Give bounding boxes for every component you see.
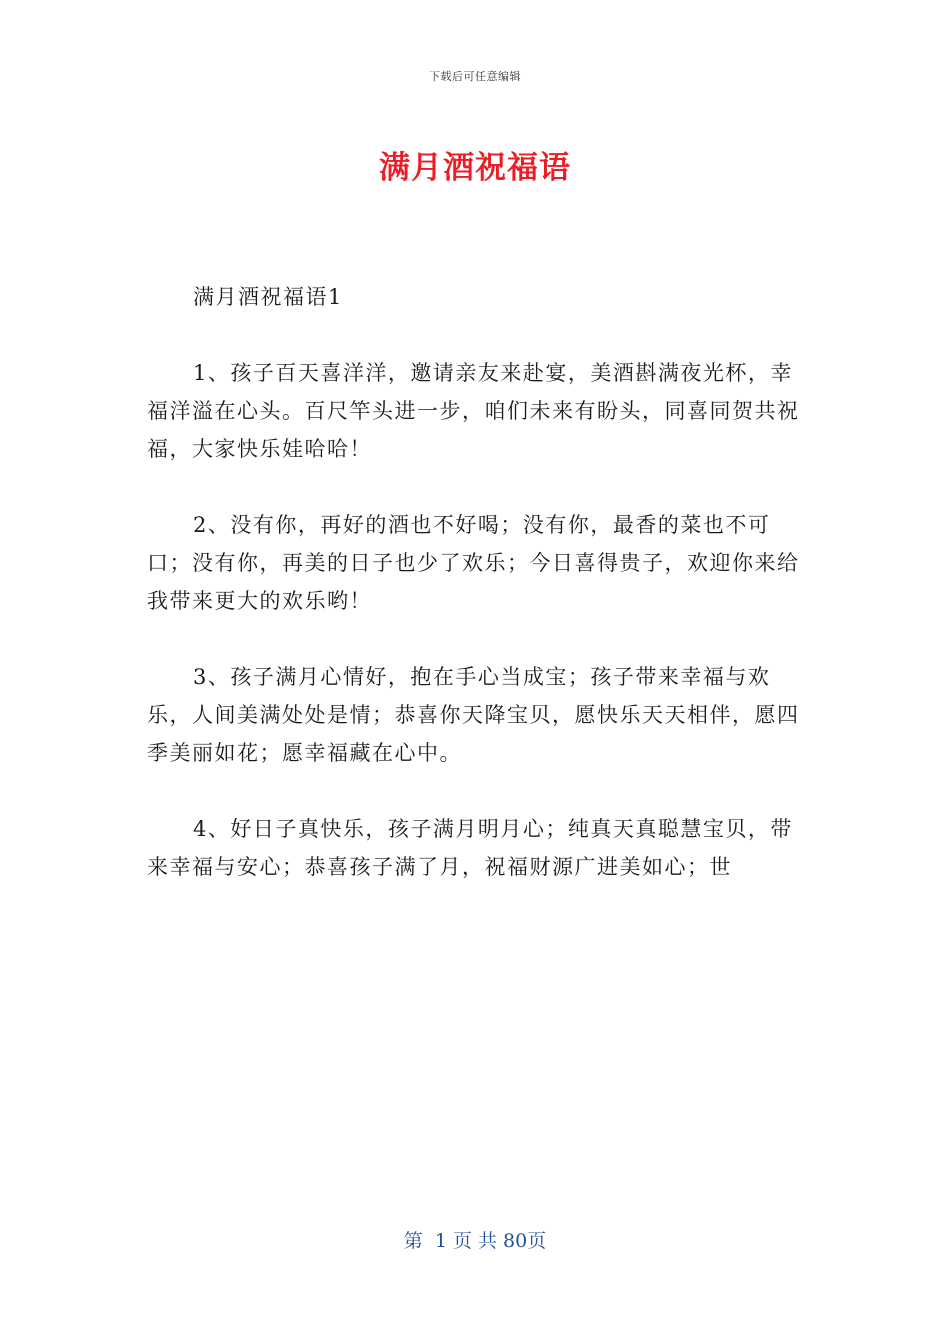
paragraph: 1、孩子百天喜洋洋，邀请亲友来赴宴，美酒斟满夜光杯，幸福洋溢在心头。百尺竿头进一步，咱们未来有盼头，同喜同贺共祝福，大家快乐娃哈哈！ <box>147 361 800 461</box>
paragraph: 3、孩子满月心情好，抱在手心当成宝；孩子带来幸福与欢乐，人间美满处处是情；恭喜你天降宝贝，愿快乐天天相伴，愿四季美丽如花；愿幸福藏在心中。 <box>147 665 800 765</box>
section-heading: 满月酒祝福语1 <box>193 285 343 309</box>
page-number: 第 1 页 共 80页 <box>403 1230 547 1252</box>
document-body <box>147 278 807 924</box>
document-title: 满月酒祝福语 <box>379 150 571 186</box>
header-note: 下载后可任意编辑 <box>429 70 521 83</box>
paragraph: 4、好日子真快乐，孩子满月明月心；纯真天真聪慧宝贝，带来幸福与安心；恭喜孩子满了月，祝福财源广进美如心；世 <box>147 817 793 879</box>
paragraph: 2、没有你，再好的酒也不好喝；没有你，最香的菜也不可口；没有你，再美的日子也少了欢乐；今日喜得贵子，欢迎你来给我带来更大的欢乐哟！ <box>147 513 800 613</box>
